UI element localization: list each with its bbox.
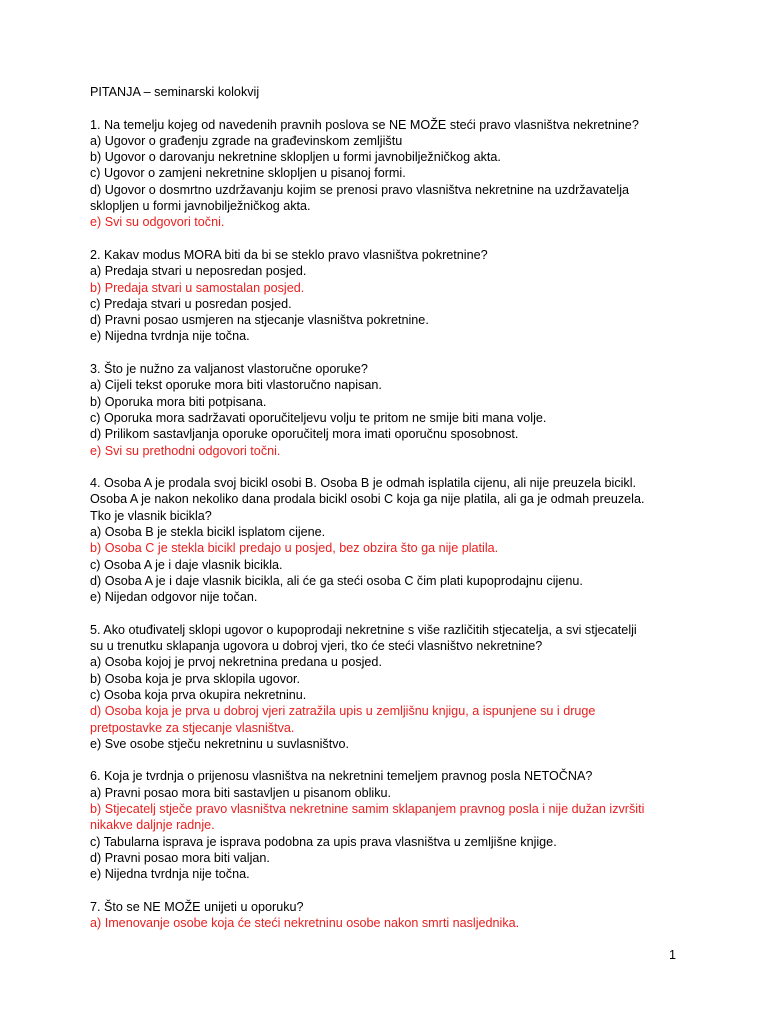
question-list xyxy=(90,117,690,932)
answer-option-correct: nikakve daljnje radnje. xyxy=(90,818,215,833)
answer-option: c) Ugovor o zamjeni nekretnine sklopljen u pisanoj formi. xyxy=(90,166,406,181)
answer-option: e) Nijedan odgovor nije točan. xyxy=(90,590,258,605)
question-block xyxy=(90,899,690,932)
answer-option: a) Pravni posao mora biti sastavljen u pisanom obliku. xyxy=(90,785,392,800)
question-text: Tko je vlasnik bicikla? xyxy=(90,508,212,523)
answer-option: b) Ugovor o darovanju nekretnine sklopljen u formi javnobilježničkog akta. xyxy=(90,150,501,165)
answer-option: d) Pravni posao usmjeren na stjecanje vlasništva pokretnine. xyxy=(90,313,429,328)
question-text: su u trenutku sklapanja ugovora u dobroj vjeri, tko će steći vlasništvo nekretnine? xyxy=(90,639,543,654)
answer-option: d) Osoba A je i daje vlasnik bicikla, ali će ga steći osoba C čim plati kupoprodajnu cijenu. xyxy=(90,573,583,588)
answer-option: d) Prilikom sastavljanja oporuke oporučitelj mora imati oporučnu sposobnost. xyxy=(90,427,519,442)
answer-option: b) Osoba koja je prva sklopila ugovor. xyxy=(90,671,301,686)
document-body xyxy=(90,84,690,931)
answer-option: sklopljen u formi javnobilježničkog akta. xyxy=(90,199,311,214)
question-block xyxy=(90,117,690,231)
answer-option-correct: d) Osoba koja je prva u dobroj vjeri zatražila upis u zemljišnu knjigu, a ispunjene su i druge xyxy=(90,704,596,719)
answer-option-correct: e) Svi su prethodni odgovori točni. xyxy=(90,443,281,458)
answer-option: c) Predaja stvari u posredan posjed. xyxy=(90,296,292,311)
question-text: 1. Na temelju kojeg od navedenih pravnih poslova se NE MOŽE steći pravo vlasništva nekretnine? xyxy=(90,117,639,132)
answer-option-correct: b) Predaja stvari u samostalan posjed. xyxy=(90,280,305,295)
answer-option: d) Ugovor o dosmrtno uzdržavanju kojim se prenosi pravo vlasništva nekretnine na uzdržavatelja xyxy=(90,182,630,197)
answer-option: a) Cijeli tekst oporuke mora biti vlastoručno napisan. xyxy=(90,378,382,393)
answer-option-correct: e) Svi su odgovori točni. xyxy=(90,215,225,230)
answer-option: c) Osoba A je i daje vlasnik bicikla. xyxy=(90,557,283,572)
answer-option: c) Oporuka mora sadržavati oporučiteljevu volju te pritom ne smije biti mana volje. xyxy=(90,410,547,425)
answer-option-correct: b) Osoba C je stekla bicikl predajo u posjed, bez obzira što ga nije platila. xyxy=(90,541,499,556)
answer-option: a) Osoba B je stekla bicikl isplatom cijene. xyxy=(90,525,326,540)
document-title: PITANJA – seminarski kolokvij xyxy=(90,85,260,99)
answer-option: c) Osoba koja prva okupira nekretninu. xyxy=(90,687,307,702)
answer-option: c) Tabularna isprava je isprava podobna za upis prava vlasništva u zemljišne knjige. xyxy=(90,834,557,849)
answer-option: b) Oporuka mora biti potpisana. xyxy=(90,394,267,409)
answer-option-correct: pretpostavke za stjecanje vlasništva. xyxy=(90,720,295,735)
question-text: 4. Osoba A je prodala svoj bicikl osobi B. Osoba B je odmah isplatila cijenu, ali nije preuzela bicikl. xyxy=(90,476,637,491)
answer-option-correct: a) Imenovanje osobe koja će steći nekretninu osobe nakon smrti nasljednika. xyxy=(90,916,520,931)
answer-option: a) Osoba kojoj je prvoj nekretnina predana u posjed. xyxy=(90,655,382,670)
question-text: 5. Ako otuđivatelj sklopi ugovor o kupoprodaji nekretnine s više različitih stjecatelja, a svi stjecatelji xyxy=(90,622,637,637)
answer-option: d) Pravni posao mora biti valjan. xyxy=(90,850,270,865)
answer-option-correct: b) Stjecatelj stječe pravo vlasništva nekretnine samim sklapanjem pravnog posla i nije dužan izvršiti xyxy=(90,802,645,817)
question-text: 3. Što je nužno za valjanost vlastoručne oporuke? xyxy=(90,362,368,377)
question-block xyxy=(90,361,690,459)
answer-option: e) Nijedna tvrdnja nije točna. xyxy=(90,867,250,882)
question-block xyxy=(90,768,690,882)
answer-option: a) Ugovor o građenju zgrade na građevinskom zemljištu xyxy=(90,133,403,148)
question-text: 2. Kakav modus MORA biti da bi se steklo pravo vlasništva pokretnine? xyxy=(90,247,488,262)
question-text: 6. Koja je tvrdnja o prijenosu vlasništva na nekretnini temeljem pravnog posla NETOČNA? xyxy=(90,769,593,784)
question-text: Osoba A je nakon nekoliko dana prodala bicikl osobi C koja ga nije platila, ali ga je odmah preuzela. xyxy=(90,492,645,507)
answer-option: e) Nijedna tvrdnja nije točna. xyxy=(90,329,250,344)
question-block xyxy=(90,247,690,345)
answer-option: a) Predaja stvari u neposredan posjed. xyxy=(90,264,307,279)
page-number: 1 xyxy=(668,948,676,962)
answer-option: e) Sve osobe stječu nekretninu u suvlasništvo. xyxy=(90,736,350,751)
question-block xyxy=(90,622,690,752)
question-text: 7. Što se NE MOŽE unijeti u oporuku? xyxy=(90,899,304,914)
question-block xyxy=(90,475,690,605)
